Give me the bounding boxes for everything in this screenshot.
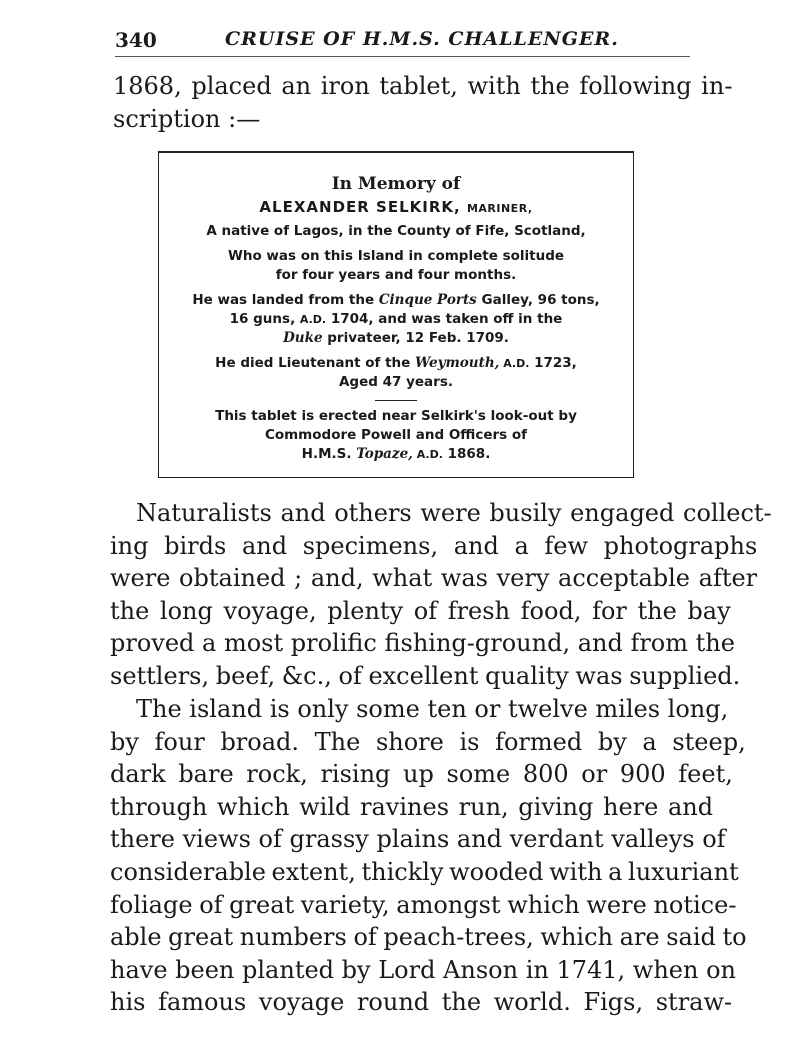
tablet-era: A.D. [412, 448, 443, 461]
text-line: scription :— [113, 105, 261, 133]
tablet-text: 1868. [442, 446, 491, 462]
memorial-tablet [158, 151, 634, 478]
tablet-line [159, 354, 633, 373]
header-rule [115, 56, 690, 57]
text-line: The island is only some ten or twelve miles long, [136, 695, 729, 723]
tablet-name-text: ALEXANDER SELKIRK, [259, 198, 461, 216]
tablet-footer-line: Commodore Powell and Officers of [264, 427, 528, 443]
text-line: proved a most prolific fishing-ground, and from the [110, 629, 735, 658]
tablet-footer-line [159, 445, 633, 464]
tablet-footer-line: This tablet is erected near Selkirk's look-out by [215, 408, 577, 424]
text-line: by four broad. The shore is formed by a steep, [110, 727, 746, 756]
tablet-line: Who was on this Island in complete solitude [227, 248, 565, 264]
tablet-memory-heading: In Memory of [331, 174, 461, 194]
tablet-name [159, 198, 633, 218]
text-line: able great numbers of peach-trees, which are said to [110, 923, 747, 952]
text-line: foliage of great variety, amongst which were notice- [110, 890, 737, 919]
tablet-text: He was landed from the [192, 292, 379, 308]
tablet-line [159, 329, 633, 348]
text-line: Naturalists and others were busily engaged collect- [136, 499, 772, 527]
tablet-era: A.D. [299, 313, 327, 326]
tablet-line [159, 291, 633, 310]
tablet-text: Galley, 96 tons, [476, 292, 600, 308]
tablet-line: A native of Lagos, in the County of Fife, Scotland, [206, 223, 586, 239]
text-line: there views of grassy plains and verdant valleys of [110, 825, 726, 854]
paragraph-island [110, 693, 747, 1019]
text-line: 1868, placed an iron tablet, with the following in- [113, 72, 733, 100]
text-line: through which wild ravines run, giving here and [110, 792, 714, 821]
tablet-text: 1723, [529, 355, 577, 371]
tablet-text: privateer, 12 Feb. 1709. [322, 330, 509, 346]
tablet-divider [375, 400, 417, 401]
tablet-ship-name: Cinque Ports [378, 292, 477, 308]
text-line: the long voyage, plenty of fresh food, for the bay [110, 596, 731, 625]
lead-paragraph [113, 70, 733, 136]
tablet-ship-name: Weymouth, [415, 355, 500, 371]
text-line: his famous voyage round the world. Figs, straw- [110, 988, 733, 1017]
tablet-text: He died Lieutenant of the [215, 355, 415, 371]
text-line: dark bare rock, rising up some 800 or 900 feet, [110, 760, 733, 789]
page-number: 340 [115, 28, 157, 52]
text-line: ing birds and specimens, and a few photographs [110, 531, 758, 560]
paragraph-naturalists [110, 497, 772, 693]
tablet-era: A.D. [499, 357, 530, 370]
tablet-text: 16 guns, [229, 311, 300, 327]
tablet-text: 1704, and was taken off in the [326, 311, 563, 327]
text-line: were obtained ; and, what was very acceptable after [110, 564, 758, 593]
page-header [115, 28, 695, 54]
tablet-line [159, 310, 633, 329]
running-title: CRUISE OF H.M.S. CHALLENGER. [225, 28, 619, 50]
tablet-text: H.M.S. [301, 446, 357, 462]
text-line: settlers, beef, &c., of excellent quality was supplied. [110, 661, 741, 690]
text-line: have been planted by Lord Anson in 1741, when on [110, 955, 736, 984]
tablet-line: for four years and four months. [275, 267, 517, 283]
tablet-ship-name: Duke [283, 330, 323, 346]
text-line: considerable extent, thickly wooded with a luxuriant [110, 857, 739, 886]
tablet-line: Aged 47 years. [338, 374, 453, 390]
tablet-ship-name: Topaze, [356, 446, 413, 462]
tablet-name-title: MARINER, [466, 202, 533, 215]
